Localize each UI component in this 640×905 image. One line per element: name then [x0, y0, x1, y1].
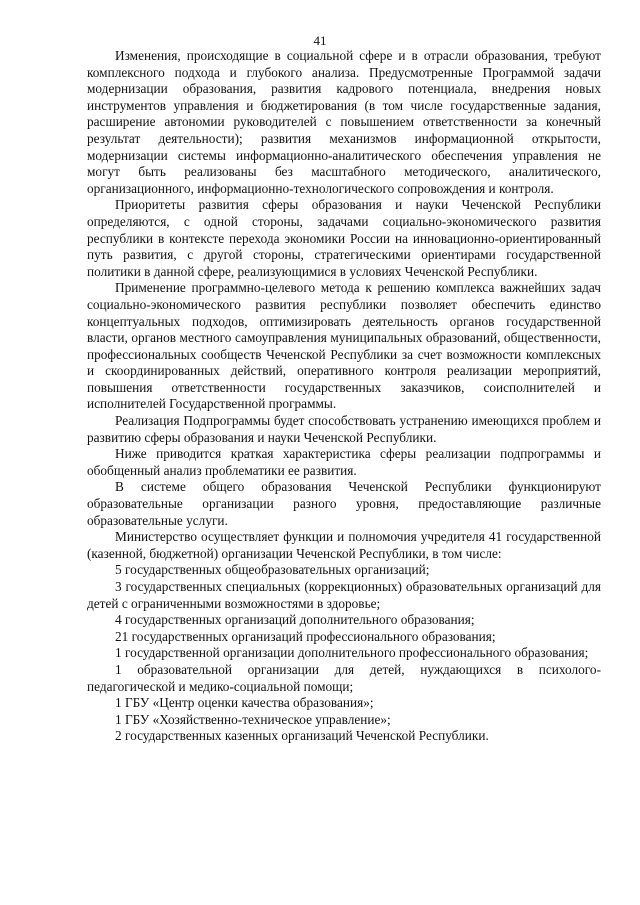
list-item-psychological-help: 1 образовательной организации для детей, нуждающихся в психолого-педагогической и медико-социальной помощи;: [87, 661, 601, 694]
list-item-quality-center: 1 ГБУ «Центр оценки качества образования»;: [115, 695, 374, 711]
list-item-professional-education: 21 государственных организаций профессионального образования;: [115, 628, 496, 644]
list-item-additional-education: 4 государственных организаций дополнительного образования;: [115, 612, 475, 628]
document-body: [87, 48, 601, 745]
list-item-special-schools: 3 государственных специальных (коррекционных) образовательных организаций для детей с ограниченными возможностями в здоровье;: [87, 579, 601, 611]
list-item-general-schools: 5 государственных общеобразовательных организаций;: [115, 562, 430, 578]
paragraph-ministry-functions: Министерство осуществляет функции и полномочия учредителя 41 государственной (казенной, бюджетной) организации Чеченской Республики, в том числе:: [87, 529, 601, 561]
paragraph-reforms-analysis: Изменения, происходящие в социальной сфере и в отрасли образования, требуют комплексного подхода и глубокого анализа. Предусмотренные Программой задачи модернизации образования, развития кадрового потенциала, внедрения новых инструментов управления и бюджетирования (в том числе государственные задания, расширение автономии руководителей с повышением ответственности за конечный результат деятельности); развития механизмов информационной открытости, модернизации системы информационно-аналитического обеспечения управления не могут быть реализованы без масштабного методического, аналитического, организационного, информационно-технологического сопровождения и контроля.: [87, 48, 601, 196]
list-item-additional-professional: 1 государственной организации дополнительного профессионального образования;: [115, 645, 589, 661]
paragraph-program-method: Применение программно-целевого метода к решению комплекса важнейших задач социально-экономического развития республики позволяет обеспечить единство концептуальных подходов, оптимизировать деятельность органов государственной власти, органов местного самоуправления муниципальных образований, общественности, профессиональных сообществ Чеченской Республики за счет возможности комплексных и скоординированных действий, оперативного контроля реализации мероприятий, повышения ответственности государственных заказчиков, соисполнителей и исполнителей Государственной программы.: [87, 280, 601, 412]
page-number: 41: [313, 33, 327, 48]
paragraph-general-education: В системе общего образования Чеченской Республики функционируют образовательные организации разного уровня, предоставляющие различные образовательные услуги.: [87, 479, 601, 528]
list-item-technical-management: 1 ГБУ «Хозяйственно-техническое управление»;: [115, 711, 391, 727]
list-item-state-institutions: 2 государственных казенных организаций Чеченской Республики.: [115, 728, 489, 744]
paragraph-priorities: Приоритеты развития сферы образования и науки Чеченской Республики определяются, с одной стороны, задачами социально-экономического развития республики в контексте перехода экономики России на инновационно-ориентированный путь развития, с другой стороны, стратегическими ориентирами государственной политики в данной сфере, реализующимися в условиях Чеченской Республики.: [87, 197, 601, 279]
paragraph-characteristics-intro: Ниже приводится краткая характеристика сферы реализации подпрограммы и обобщенный анализ проблематики ее развития.: [87, 446, 601, 478]
paragraph-subprogram-implementation: Реализация Подпрограммы будет способствовать устранению имеющихся проблем и развитию сферы образования и науки Чеченской Республики.: [87, 413, 601, 445]
